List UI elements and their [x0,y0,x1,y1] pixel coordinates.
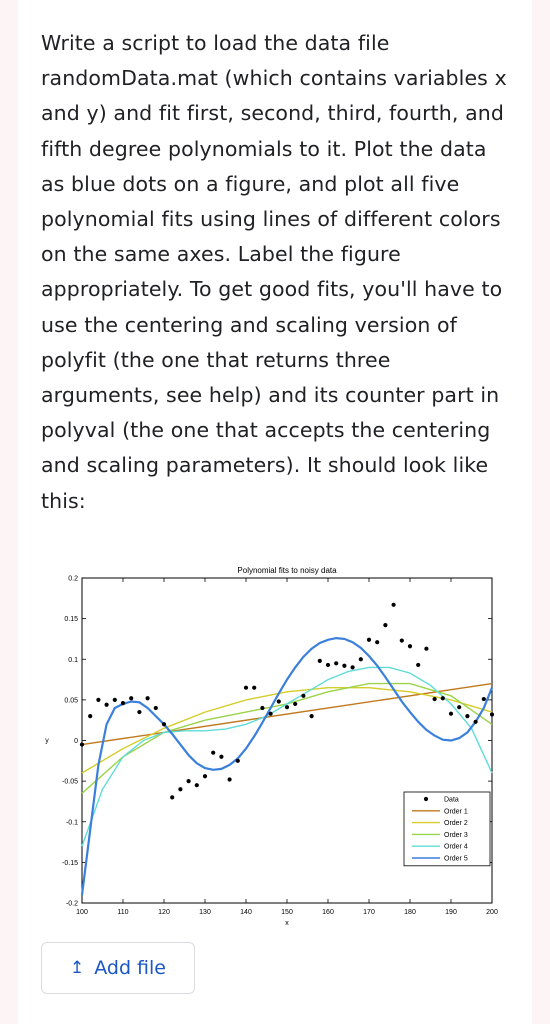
data-point [490,712,494,716]
data-point [474,720,478,724]
data-point [187,779,191,783]
data-point [137,710,141,714]
x-tick-label: 190 [445,909,457,916]
x-tick-label: 150 [281,909,293,916]
data-point [326,663,330,667]
data-point [277,699,281,703]
data-point [252,686,256,690]
data-point [301,694,305,698]
legend-label: Order 1 [444,808,468,816]
data-point [293,702,297,706]
data-point [162,722,166,726]
data-point [80,742,84,746]
data-point [359,657,363,661]
data-point [88,714,92,718]
data-point [449,712,453,716]
data-point [400,638,404,642]
x-tick-label: 100 [76,909,88,916]
chart-title: Polynomial fits to noisy data [237,566,337,575]
y-tick-label: 0 [74,738,78,745]
data-point [228,777,232,781]
y-tick-label: 0.2 [68,575,78,583]
data-point [375,640,379,644]
legend-label: Order 3 [444,831,468,839]
legend-label: Order 5 [444,855,468,863]
data-point [219,755,223,759]
data-point [129,696,133,700]
data-point [96,698,100,702]
data-point [146,696,150,700]
x-tick-label: 140 [240,909,252,916]
data-point [105,703,109,707]
data-point [482,697,486,701]
add-file-label: Add file [94,957,166,979]
data-point [457,705,461,709]
y-tick-label: 0.05 [64,697,78,705]
y-tick-label: -0.15 [62,859,78,867]
data-point [342,664,346,668]
y-tick-label: 0.15 [64,616,78,624]
data-point [441,696,445,700]
x-tick-label: 160 [322,909,334,916]
y-axis-label: y [45,737,49,745]
data-point [392,603,396,607]
x-tick-label: 170 [363,909,375,916]
data-point [334,661,338,665]
data-point [260,706,264,710]
data-point [424,647,428,651]
x-tick-label: 120 [158,909,170,916]
data-point [433,697,437,701]
data-point [367,638,371,642]
data-point [465,714,469,718]
x-axis-label: x [285,920,289,927]
figure [40,555,510,935]
data-point [236,759,240,763]
data-point [203,774,207,778]
data-point [351,665,355,669]
data-point [383,623,387,627]
legend-label: Order 4 [444,843,468,851]
data-point [285,705,289,709]
polynomial-fit-chart [40,555,510,935]
y-tick-label: -0.1 [65,819,78,827]
data-point [121,701,125,705]
y-tick-label: -0.2 [65,900,78,908]
x-tick-label: 180 [404,909,416,916]
data-point [211,751,215,755]
legend-label: Data [444,796,459,804]
data-point [178,787,182,791]
y-tick-label: -0.05 [62,778,78,786]
x-tick-label: 110 [117,909,129,916]
data-point [154,706,158,710]
data-point [310,714,314,718]
x-tick-label: 130 [199,909,211,916]
data-point [113,698,117,702]
add-file-button[interactable] [41,942,195,994]
data-point [195,783,199,787]
legend-label: Order 2 [444,820,468,828]
upload-icon: ↥ [69,957,85,978]
data-point [244,686,248,690]
data-point [269,712,273,716]
data-point [416,663,420,667]
data-point [170,795,174,799]
x-tick-label: 200 [486,909,498,916]
legend-marker [424,797,428,801]
question-text: Write a script to load the data file randomData.mat (which contains variables x and y) and fit first, second, third, fourth, and fifth degree polynomials to it. Plot the data as blue dots on a figure, and plot all five polynomial fits using lines of different colors on the same axes. Label the figure appropriately. To get good fits, you'll have to use the centering and scaling version of polyfit (the one that returns three arguments, see help) and its counter part in polyval (the one that accepts the centering and scaling parameters). It should look like this: [41,31,507,513]
data-point [318,659,322,663]
data-point [408,644,412,648]
y-tick-label: 0.1 [68,656,78,664]
